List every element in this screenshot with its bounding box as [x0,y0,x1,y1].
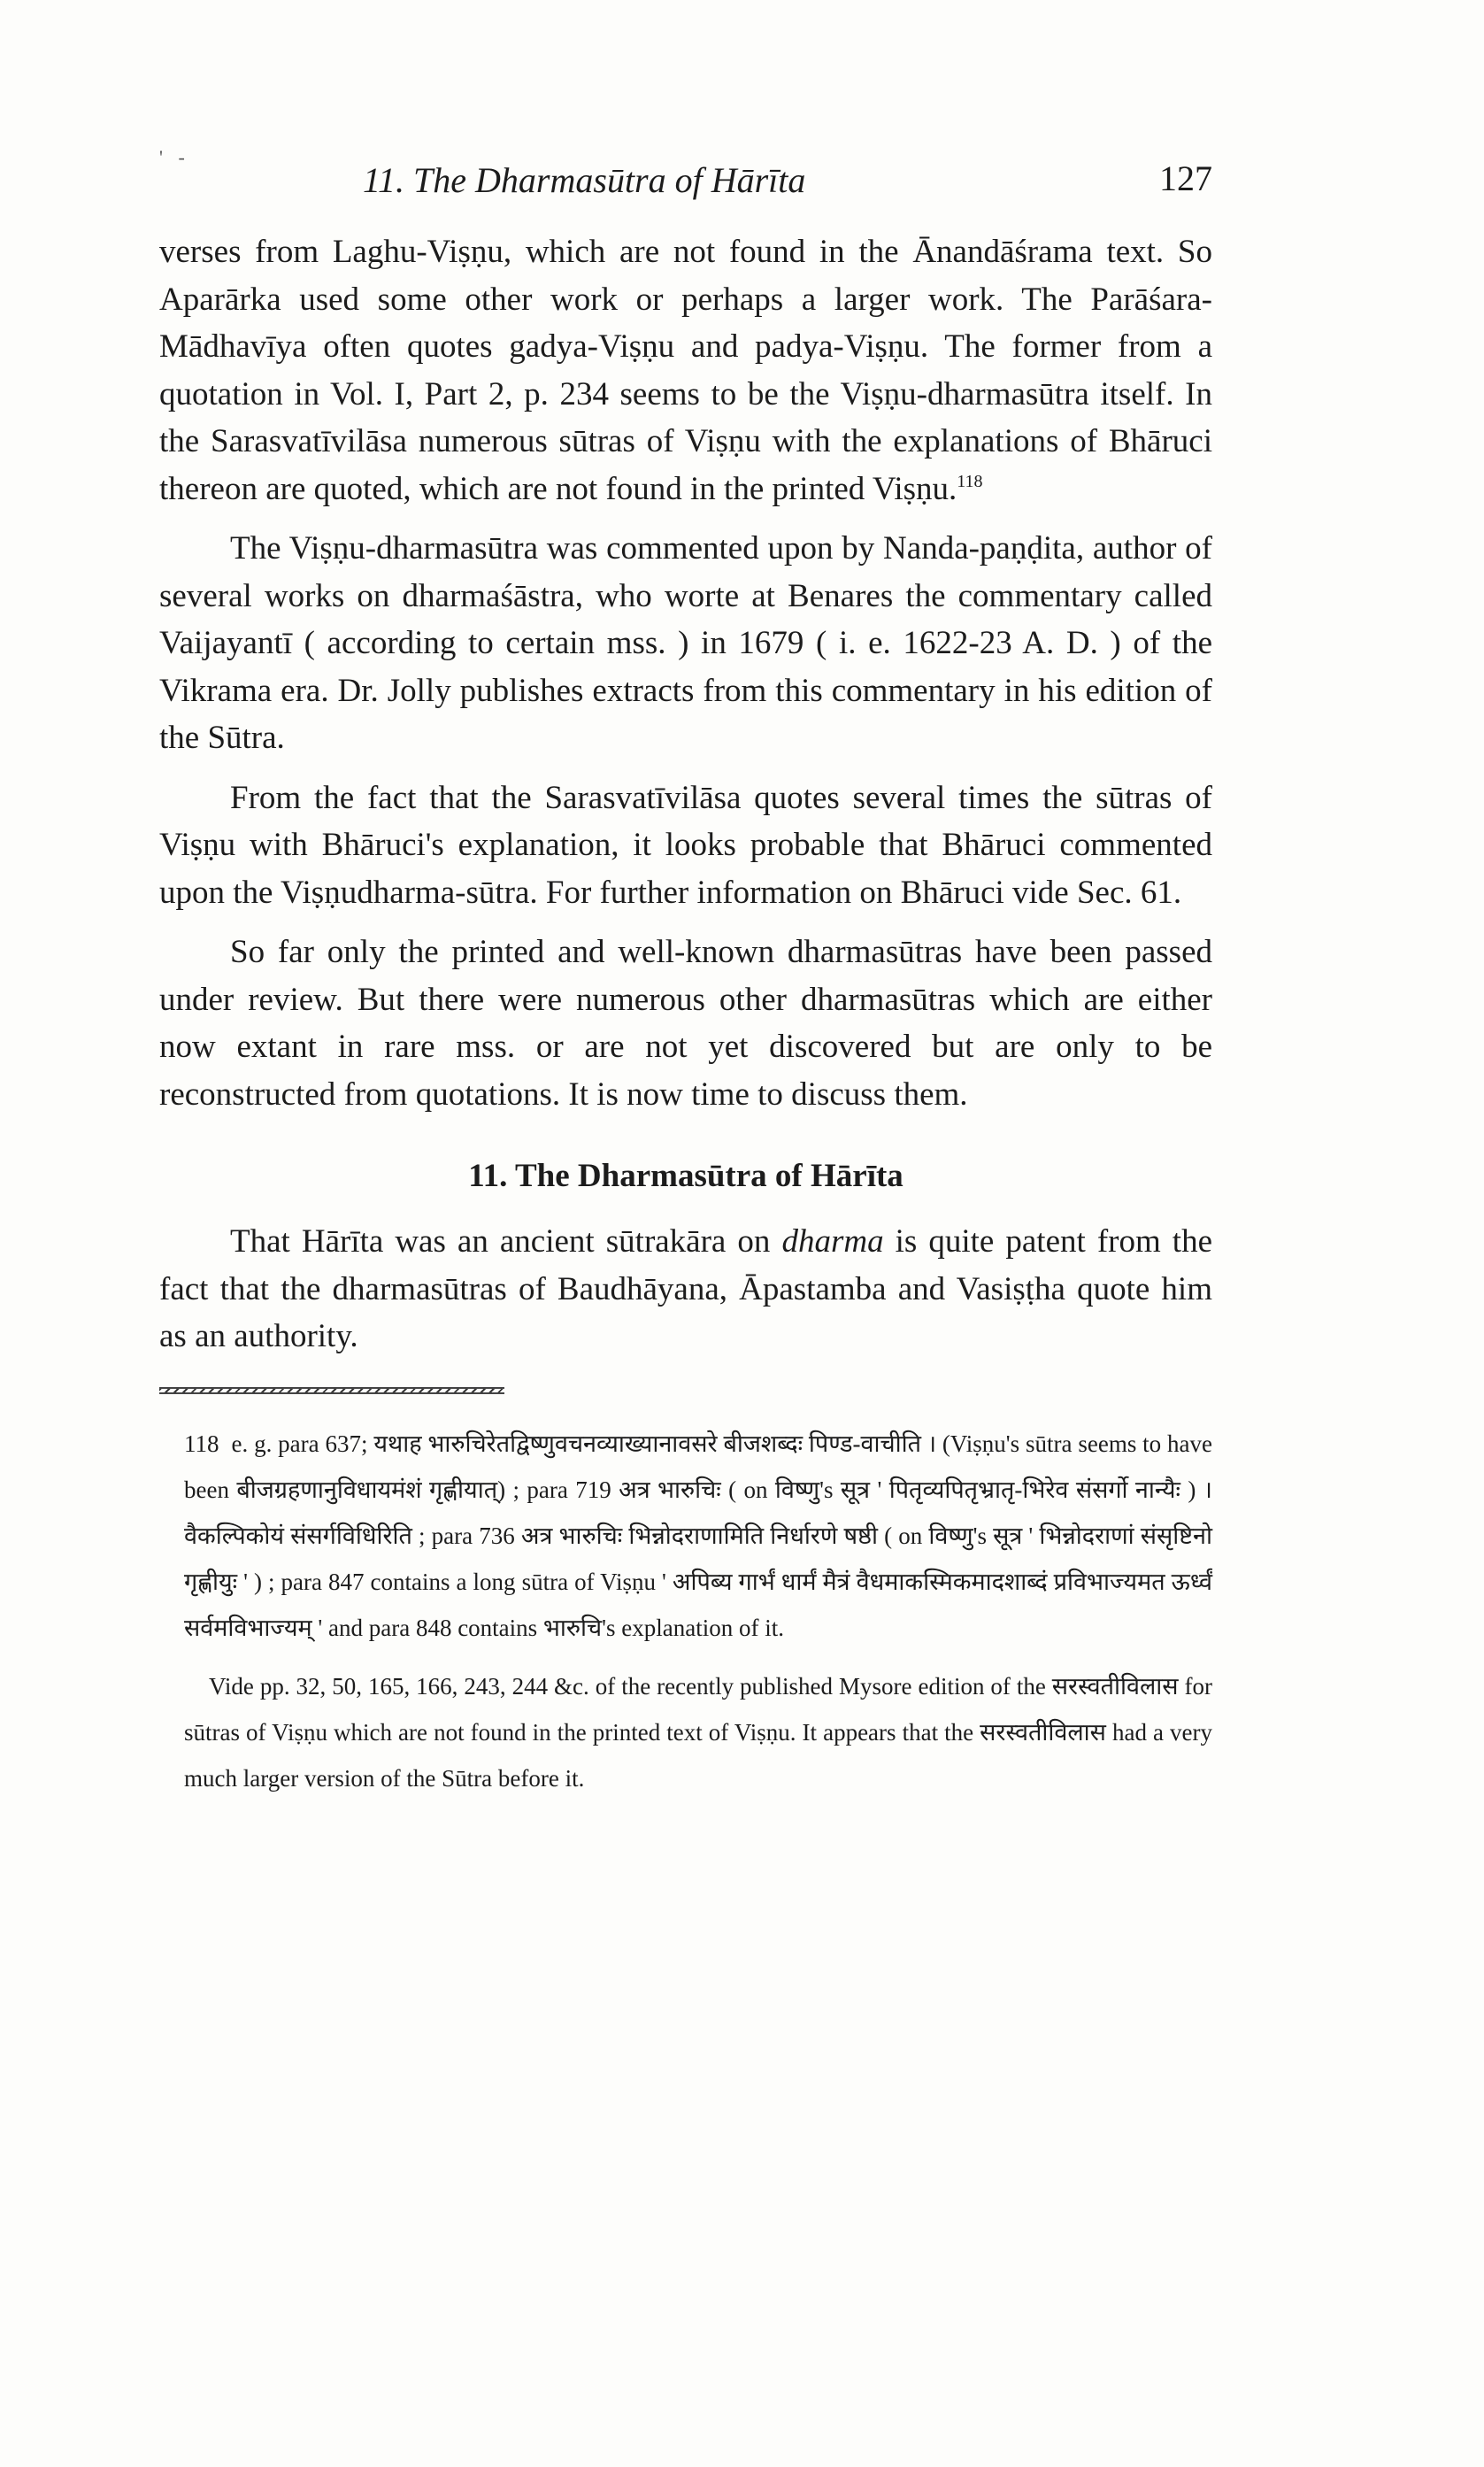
margin-mark: ' - [159,146,190,168]
paragraph-text: That Hārīta was an ancient sūtrakāra on [230,1223,782,1260]
footnote [159,1421,1212,1651]
emphasis: dharma [781,1223,884,1260]
paragraph-text: is quite patent from the fact that the dharmasūtras of Baudhāyana, Āpastamba and Vasiṣṭha quote him as an authority. [159,1223,1212,1354]
paragraph: From the fact that the Sarasvatīvilāsa quotes several times the sūtras of Viṣṇu with Bhāruci's explanation, it looks probable that Bhāruci commented upon the Viṣṇudharma-sūtra. For further information on Bhāruci vide Sec. 61. [159,779,1212,911]
paragraph-text: verses from Laghu-Viṣṇu, which are not found in the Ānandāśrama text. So Aparārka used some other work or perhaps a larger work. The Parāśara-Mādhavīya often quotes gadya-Viṣṇu and padya-Viṣṇu. The former from a quotation in Vol. I, Part 2, p. 234 seems to be the Viṣṇu-dharmasūtra itself. In the Sarasvatīvilāsa numerous sūtras of Viṣṇu with the explanations of Bhāruci thereon are quoted, which are not found in the printed Viṣṇu. [159,234,1212,507]
footnotes [159,1421,1212,1801]
page-header [159,133,1212,200]
paragraph: So far only the printed and well-known dharmasūtras have been passed under review. But there were numerous other dharmasūtras which are either now extant in rare mss. or are not yet discovered but are only to be reconstructed from quotations. It is now time to discuss them. [159,934,1212,1113]
book-page [159,133,1212,1801]
footnote-text: e. g. para 637; यथाह भारुचिरेतद्विष्णुवचनव्याख्यानावसरे बीजशब्दः पिण्ड-वाचीति । (Viṣṇu's sūtra seems to have been बीजग्रहणानुविधायमंशं गृह्णीयात्) ; para 719 अत्र भारुचिः ( on विष्णु's सूत्र ' पितृव्यपितृभ्रातृ-भिरेव संसर्गो नान्यैः ) । वैकल्पिकोयं संसर्गविधिरिति ; para 736 अत्र भारुचिः भिन्नोदराणामिति निर्धारणे षष्ठी ( on विष्णु's सूत्र ' भिन्नोदराणां संसृष्टिनो गृह्णीयुः ' ) ; para 847 contains a long sūtra of Viṣṇu ' अपिब्य गार्भं धार्मं मैत्रं वैधमाकस्मिकमादशाब्दं प्रविभाज्यमत ऊर्ध्वं सर्वमविभाज्यम् ' and para 848 contains भारुचि's explanation of it. [184,1430,1212,1641]
footnote-rule [159,1387,504,1394]
footnote-continuation: Vide pp. 32, 50, 165, 166, 243, 244 &c. of the recently published Mysore edition of the सरस्वतीविलास for sūtras of Viṣṇu which are not found in the printed text of Viṣṇu. It appears that the सरस्वतीविलास had a very much larger version of the Sūtra before it. [184,1672,1212,1792]
section-heading: 11. The Dharmasūtra of Hārīta [468,1158,903,1194]
body-text [159,228,1212,1361]
page-number: 127 [1159,158,1212,198]
paragraph [159,228,1212,513]
footnote-number: 118 [184,1430,219,1457]
running-head: 11. The Dharmasūtra of Hārīta [363,160,806,200]
paragraph [159,1218,1212,1361]
footnote-ref: 118 [957,471,983,491]
paragraph: The Viṣṇu-dharmasūtra was commented upon by Nanda-paṇḍita, author of several works on dharmaśāstra, who worte at Benares the commentary called Vaijayantī ( according to certain mss. ) in 1679 ( i. e. 1622-23 A. D. ) of the Vikrama era. Dr. Jolly publishes extracts from this commentary in his edition of the Sūtra. [159,530,1212,756]
